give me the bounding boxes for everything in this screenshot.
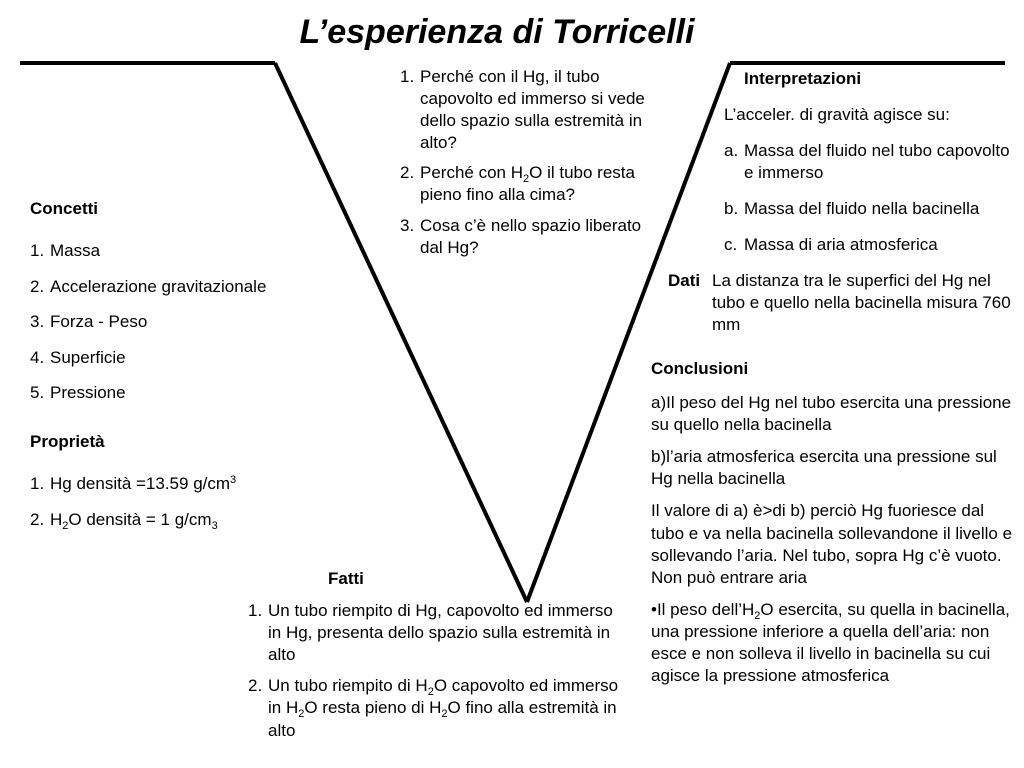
dati-heading: Dati bbox=[668, 271, 701, 290]
fatto-2-sub-2: 2 bbox=[298, 708, 305, 721]
proprieta-sub: 2 bbox=[62, 520, 69, 533]
conclusione-acqua bbox=[651, 599, 1013, 687]
fatti-heading: Fatti bbox=[328, 569, 364, 588]
dati-section bbox=[668, 270, 1018, 336]
interpretazione-text: Massa del fluido nella bacinella bbox=[744, 199, 980, 219]
interpretazione-a bbox=[724, 140, 1020, 184]
focus-questions bbox=[400, 66, 652, 259]
proprieta-item-1 bbox=[30, 466, 310, 502]
concetto-text: Accelerazione gravitazionale bbox=[50, 276, 267, 296]
interpretazione-b bbox=[724, 198, 1020, 220]
dati-text: La distanza tra le superfici del Hg nel tubo e quello nella bacinella misura 760 mm bbox=[712, 271, 1011, 335]
interpretazione-c bbox=[724, 234, 1020, 256]
concetti-section bbox=[30, 198, 310, 411]
conclusione-confronto: Il valore di a) è>di b) perciò Hg fuoriesce dal tubo e va nella bacinella sollevandone il livello e sollevando l’aria. Nel tubo, sopra Hg c’è vuoto. Non può entrare aria bbox=[651, 501, 1013, 587]
fatto-number: 1. bbox=[248, 601, 263, 621]
proprieta-section bbox=[30, 431, 310, 538]
conclusione-a: a)Il peso del Hg nel tubo esercita una pressione su quello nella bacinella bbox=[651, 393, 1012, 435]
page-title: L’esperienza di Torricelli bbox=[299, 13, 695, 51]
concetto-number: 2. bbox=[30, 276, 45, 296]
concetto-item bbox=[30, 375, 310, 411]
fatto-2-d: O fino alla estremità in alto bbox=[268, 698, 617, 740]
concetto-item bbox=[30, 233, 310, 269]
conclusione-acqua-pre: •Il peso dell’H bbox=[651, 599, 755, 619]
concetto-item bbox=[30, 304, 310, 340]
fatto-2-b: O capovolto ed immerso in H bbox=[268, 676, 619, 718]
conclusione-b: b)l’aria atmosferica esercita una pressione sul Hg nella bacinella bbox=[651, 447, 997, 489]
concetto-number: 3. bbox=[30, 312, 45, 332]
interpretazioni-list bbox=[724, 140, 1020, 256]
concetto-text: Pressione bbox=[50, 383, 126, 403]
fatto-1 bbox=[248, 600, 620, 666]
question-2 bbox=[400, 162, 652, 206]
question-3-number: 3. bbox=[400, 215, 415, 235]
fatto-text: Un tubo riempito di Hg, capovolto ed immerso in Hg, presenta dello spazio sulla estremità in alto bbox=[268, 601, 613, 665]
interpretazione-letter: b. bbox=[724, 199, 739, 219]
question-2-number: 2. bbox=[400, 163, 415, 183]
fatto-2-sub-3: 2 bbox=[441, 708, 448, 721]
proprieta-sup: 3 bbox=[230, 474, 237, 487]
question-2-text bbox=[420, 163, 635, 204]
proprieta-number: 2. bbox=[30, 510, 45, 530]
proprieta-item-2 bbox=[30, 502, 310, 538]
question-3 bbox=[400, 215, 652, 259]
concetto-item bbox=[30, 269, 310, 305]
proprieta-text: H bbox=[50, 510, 63, 530]
proprieta-heading: Proprietà bbox=[30, 432, 105, 451]
concetto-number: 4. bbox=[30, 347, 45, 367]
concetto-number: 1. bbox=[30, 241, 45, 261]
concetto-text: Superficie bbox=[50, 347, 126, 367]
interpretazione-letter: c. bbox=[724, 235, 738, 255]
conclusione-acqua-sub: 2 bbox=[754, 609, 761, 622]
fatto-2-sub-1: 2 bbox=[427, 686, 434, 699]
fatto-2-a: Un tubo riempito di H bbox=[268, 676, 428, 696]
question-3-text: Cosa c’è nello spazio liberato dal Hg? bbox=[420, 215, 642, 257]
interpretazione-text: Massa del fluido nel tubo capovolto e immerso bbox=[744, 141, 1010, 183]
concetto-text: Forza - Peso bbox=[50, 312, 148, 332]
question-1-text: Perché con il Hg, il tubo capovolto ed immerso si vede dello spazio sulla estremità in alto? bbox=[420, 67, 645, 153]
conclusioni-heading: Conclusioni bbox=[651, 359, 749, 378]
fatto-2 bbox=[248, 675, 620, 741]
question-1-number: 1. bbox=[400, 67, 415, 86]
question-2-post: O il tubo resta pieno fino alla cima? bbox=[420, 163, 635, 205]
interpretazioni-intro: L’acceler. di gravità agisce su: bbox=[724, 105, 950, 124]
question-2-pre: Perché con H bbox=[420, 163, 523, 183]
conclusioni-section bbox=[651, 358, 1013, 687]
proprieta-text: Hg densità =13.59 g/cm bbox=[50, 474, 231, 494]
proprieta-sub-2: 3 bbox=[211, 520, 218, 533]
fatto-number: 2. bbox=[248, 676, 263, 696]
proprieta-number: 1. bbox=[30, 474, 45, 494]
fatti-section bbox=[248, 568, 620, 742]
question-2-sub: 2 bbox=[523, 173, 530, 186]
interpretazione-text: Massa di aria atmosferica bbox=[744, 235, 938, 255]
proprieta-text-2: O densità = 1 g/cm bbox=[68, 510, 212, 530]
fatto-2-c: O resta pieno di H bbox=[304, 698, 442, 718]
concetto-number: 5. bbox=[30, 383, 45, 403]
fatto-text bbox=[268, 676, 618, 739]
interpretazione-letter: a. bbox=[724, 141, 739, 160]
conclusione-acqua-post: O esercita, su quella in bacinella, una pressione inferiore a quella dell’aria: non esce e non solleva il livello in bacinella su cui agisce la pressione atmosferica bbox=[651, 599, 1010, 686]
concetto-text: Massa bbox=[50, 241, 101, 261]
concetti-heading: Concetti bbox=[30, 199, 98, 218]
question-1 bbox=[400, 66, 652, 154]
interpretazioni-heading: Interpretazioni bbox=[744, 69, 862, 88]
concetto-item bbox=[30, 340, 310, 376]
